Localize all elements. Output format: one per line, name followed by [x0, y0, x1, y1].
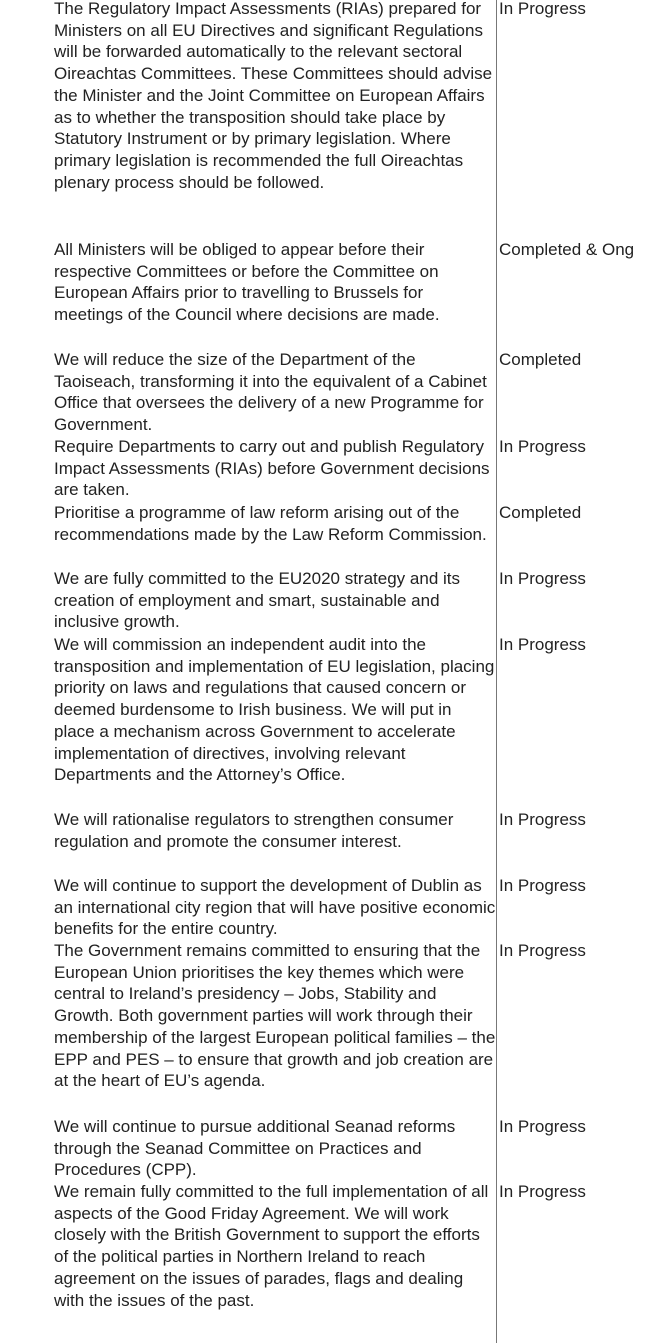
commitment-text: We are fully committed to the EU2020 strategy and its creation of employment and smart, sustainable and inclusive growth.	[54, 569, 460, 632]
commitment-text: All Ministers will be obliged to appear before their respective Committees or before the Committee on European Affairs prior to travelling to Brussels for meetings of the Council where decisions are made.	[54, 240, 440, 325]
status-text: In Progress	[499, 437, 586, 456]
column-divider	[496, 0, 497, 1343]
commitment-text: We will continue to pursue additional Seanad reforms through the Seanad Committee on Practices and Procedures (CPP).	[54, 1117, 456, 1180]
commitment-text: The Regulatory Impact Assessments (RIAs) prepared for Ministers on all EU Directives and significant Regulations will be forwarded automatically to the relevant sectoral Oireachtas Committees. These Committees should advise the Minister and the Joint Committee on European Affairs as to whether the transposition should take place by Statutory Instrument or by primary legislation. Where primary legislation is recommended the full Oireachtas plenary process should be followed.	[54, 0, 493, 192]
status-text: In Progress	[499, 0, 586, 18]
status-text: In Progress	[499, 635, 586, 654]
commitment-text: Require Departments to carry out and publish Regulatory Impact Assessments (RIAs) before Government decisions are taken.	[54, 437, 490, 500]
status-text: Completed	[499, 350, 582, 369]
status-text: Completed	[499, 503, 582, 522]
commitment-text: The Government remains committed to ensuring that the European Union prioritises the key themes which were central to Ireland’s presidency – Jobs, Stability and Growth. Both government parties will work through their membership of the largest European political families – the EPP and PES – to ensure that growth and job creation are at the heart of EU’s agenda.	[54, 941, 496, 1091]
commitment-text: We will reduce the size of the Department of the Taoiseach, transforming it into the equivalent of a Cabinet Office that oversees the delivery of a new Programme for Government.	[54, 350, 487, 435]
status-text: In Progress	[499, 569, 586, 588]
commitment-text: We will continue to support the development of Dublin as an international city region that will have positive economic benefits for the entire country.	[54, 876, 496, 939]
status-text: In Progress	[499, 876, 586, 895]
status-text: In Progress	[499, 1182, 586, 1201]
commitment-text: We remain fully committed to the full implementation of all aspects of the Good Friday Agreement. We will work closely with the British Government to support the efforts of the political parties in Northern Ireland to reach agreement on the issues of parades, flags and dealing with the issues of the past.	[54, 1182, 489, 1310]
status-text: In Progress	[499, 1117, 586, 1136]
status-text: In Progress	[499, 941, 586, 960]
commitment-text: We will rationalise regulators to strengthen consumer regulation and promote the consumer interest.	[54, 810, 454, 851]
status-text: In Progress	[499, 810, 586, 829]
status-text: Completed & Ong	[499, 240, 635, 259]
commitment-text: Prioritise a programme of law reform arising out of the recommendations made by the Law Reform Commission.	[54, 503, 487, 544]
commitment-text: We will commission an independent audit into the transposition and implementation of EU legislation, placing priority on laws and regulations that caused concern or deemed burdensome to Irish business. We will put in place a mechanism across Government to accelerate implementation of directives, involving relevant Departments and the Attorney’s Office.	[54, 635, 495, 785]
